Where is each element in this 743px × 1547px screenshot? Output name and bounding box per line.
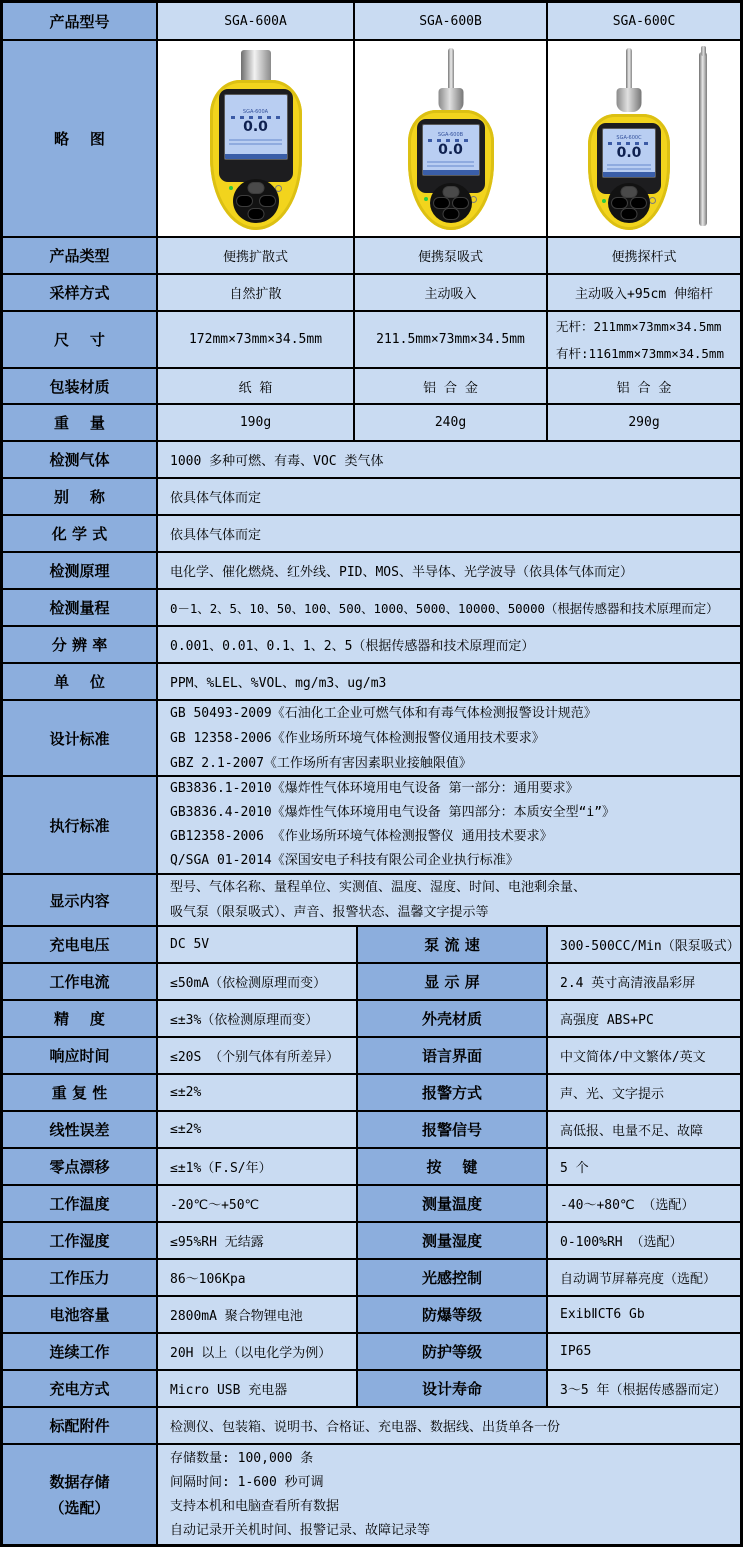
row-value-cell: [548, 1075, 740, 1112]
row-label: 工作湿度: [49, 1232, 110, 1250]
row-value: ≤20S （个别气体有所差异）: [170, 1050, 340, 1065]
row-label-cell: [3, 312, 158, 369]
row-value-cell: [158, 1223, 358, 1260]
row-value: 中文简体/中文繁体/英文: [560, 1050, 706, 1065]
row-label: 防护等级: [421, 1343, 482, 1361]
row-label-cell: [3, 1075, 158, 1112]
row-label-cell: [358, 1186, 548, 1223]
row-label: 工作压力: [49, 1269, 110, 1287]
row-label-cell: [3, 442, 158, 479]
device-a-illustration: [208, 48, 304, 230]
row-label-cell: [358, 1223, 548, 1260]
device-screen: [224, 94, 288, 161]
row-value-cell: [158, 442, 740, 479]
row-label: 单 位: [54, 673, 105, 691]
resolution-row: [3, 627, 740, 664]
screen-footer-bar: [225, 154, 287, 159]
row-value: 5 个: [560, 1161, 589, 1176]
row-label: 重 量: [54, 414, 105, 432]
row-value-cell: [548, 927, 740, 964]
pump-probe-base-icon: [617, 88, 642, 112]
row-value: 依具体气体而定: [170, 528, 262, 543]
row-value-cell: [158, 627, 740, 664]
row-value-cell: [158, 1075, 358, 1112]
value-b: 主动吸入: [424, 287, 477, 302]
status-led-icon: [602, 199, 606, 203]
status-led-icon: [424, 197, 428, 201]
display-content-line: 吸气泵（限泵吸式）、声音、报警状态、温馨文字提示等: [170, 905, 489, 920]
row-value: ≤95%RH 无结露: [170, 1235, 264, 1250]
storage-line: 自动记录开关机时间、报警记录、故障记录等: [170, 1522, 431, 1538]
value-c-cell: [548, 275, 740, 312]
row-value-cell: [158, 1297, 358, 1334]
model-c-cell: [548, 3, 740, 41]
row-label: 光感控制: [421, 1269, 482, 1287]
sketch-b-cell: [355, 41, 548, 238]
executive-standard-row: [3, 777, 740, 875]
row-label: 尺 寸: [54, 331, 105, 349]
dual-row-working-temperature: [3, 1186, 740, 1223]
row-label: 检测气体: [49, 451, 110, 469]
value-a-cell: [158, 238, 355, 275]
row-label-cell: [3, 777, 158, 875]
row-value-cell: [548, 1112, 740, 1149]
row-value: ExibⅡCT6 Gb: [560, 1307, 645, 1322]
row-label: 外壳材质: [421, 1010, 482, 1028]
value-a: 自然扩散: [229, 287, 282, 302]
row-label-cell: [3, 1149, 158, 1186]
row-label-cell: [358, 1001, 548, 1038]
row-value-cell: [158, 553, 740, 590]
status-led-icon: [229, 186, 233, 190]
model-c-name: SGA-600C: [612, 13, 676, 29]
row-value: 0.001、0.01、0.1、1、2、5（根据传感器和技术原理而定）: [170, 639, 535, 654]
dual-row-charging-method: [3, 1371, 740, 1408]
row-label-cell: [3, 627, 158, 664]
row-value: 声、光、文字提示: [560, 1087, 665, 1102]
row-label: 显 示 屏: [424, 973, 480, 991]
row-label-cell: [3, 964, 158, 1001]
row-label: 采样方式: [49, 284, 110, 302]
value-c-cell: [548, 405, 740, 442]
product-type-row: [3, 238, 740, 275]
pump-probe-icon: [626, 48, 632, 92]
row-label: 充电电压: [49, 936, 110, 954]
keypad: [608, 183, 650, 223]
model-b-cell: [355, 3, 548, 41]
row-label: 检测量程: [49, 599, 110, 617]
row-label-cell: [3, 479, 158, 516]
row-value-cell: [158, 1112, 358, 1149]
dual-row-repeatability: [3, 1075, 740, 1112]
row-label: 设计寿命: [421, 1380, 482, 1398]
row-label: 防爆等级: [421, 1306, 482, 1324]
detection-principle-row: [3, 553, 740, 590]
value-b-cell: [355, 369, 548, 405]
row-value-cell: [158, 664, 740, 701]
row-label: 报警信号: [421, 1121, 482, 1139]
row-value-cell: [548, 1001, 740, 1038]
sketch-row: [3, 41, 740, 238]
storage-line: 间隔时间: 1-600 秒可调: [170, 1474, 324, 1490]
row-label: 响应时间: [49, 1047, 110, 1065]
screen-model-text: SGA-600C: [616, 134, 642, 141]
keypad-up-button: [247, 182, 264, 194]
row-value: 检测仪、包装箱、说明书、合格证、充电器、数据线、出货单各一份: [170, 1420, 561, 1435]
row-value: 1000 多种可燃、有毒、VOC 类气体: [170, 454, 384, 469]
screen-model-text: SGA-600B: [437, 131, 464, 138]
row-label-cell: [358, 1112, 548, 1149]
model-b-name: SGA-600B: [419, 13, 482, 29]
row-value: PPM、%LEL、%VOL、mg/m3、ug/m3: [170, 676, 387, 691]
row-label-cell: [3, 1260, 158, 1297]
value-a-cell: [158, 405, 355, 442]
telescopic-rod-tip: [701, 46, 706, 56]
standard-line: Q/SGA 01-2014《深国安电子科技有限公司企业执行标准》: [170, 853, 519, 868]
row-value-cell: [548, 1038, 740, 1075]
row-value: 依具体气体而定: [170, 491, 262, 506]
row-value-cell: [158, 875, 740, 927]
row-value: ≤50mA（依检测原理而变）: [170, 976, 327, 991]
row-label-cell: [3, 1186, 158, 1223]
data-storage-row: [3, 1445, 740, 1544]
row-label-cell: [3, 275, 158, 312]
row-value: 300-500CC/Min（限泵吸式）: [560, 939, 740, 954]
row-label: 重 复 性: [51, 1084, 108, 1102]
row-label-optional: （选配）: [49, 1498, 110, 1517]
row-label-cell: [3, 1445, 158, 1544]
row-label-cell: [358, 1260, 548, 1297]
row-label-cell: [358, 1334, 548, 1371]
model-a-cell: [158, 3, 355, 41]
row-value: 0-100%RH （选配）: [560, 1235, 683, 1250]
standard-line: GB 12358-2006《作业场所环境气体检测报警仪通用技术要求》: [170, 730, 545, 746]
row-label-cell: [3, 875, 158, 927]
row-label: 充电方式: [49, 1380, 110, 1398]
screen-info-rows: [229, 138, 281, 145]
row-label-cell: [358, 927, 548, 964]
row-value: DC 5V: [170, 937, 210, 952]
value-a-cell: [158, 369, 355, 405]
model-a-name: SGA-600A: [224, 13, 287, 29]
row-value-cell: [158, 1260, 358, 1297]
value-c: 290g: [628, 415, 660, 430]
dual-row-zero-drift: [3, 1149, 740, 1186]
row-label-cell: [3, 664, 158, 701]
dual-row-working-humidity: [3, 1223, 740, 1260]
screen-footer-bar: [423, 170, 479, 175]
row-label-cell: [358, 1297, 548, 1334]
standard-line: GB12358-2006 《作业场所环境气体检测报警仪 通用技术要求》: [170, 829, 553, 844]
row-value: 20H 以上（以电化学为例）: [170, 1346, 332, 1361]
dual-row-response-time: [3, 1038, 740, 1075]
device-screen: [422, 124, 480, 176]
standard-line: GB3836.1-2010《爆炸性气体环境用电气设备 第一部分：通用要求》: [170, 781, 579, 796]
keypad-right-button: [259, 195, 276, 207]
row-value-cell: [158, 1149, 358, 1186]
screen-reading: 0.0: [438, 141, 463, 158]
row-label: 零点漂移: [49, 1158, 110, 1176]
row-label-cell: [358, 1038, 548, 1075]
row-label-cell: [3, 405, 158, 442]
value-c: 主动吸入+95cm 伸缩杆: [575, 287, 713, 302]
unit-row: [3, 664, 740, 701]
standard-line: GB 50493-2009《石油化工企业可燃气体和有毒气体检测报警设计规范》: [170, 705, 597, 721]
row-label-cell: [3, 590, 158, 627]
row-value-cell: [158, 590, 740, 627]
header-label: 产品型号: [49, 12, 110, 31]
row-label-cell: [358, 964, 548, 1001]
row-value-cell: [158, 479, 740, 516]
row-value-cell: [158, 1186, 358, 1223]
row-value: 高低报、电量不足、故障: [560, 1124, 704, 1139]
dual-row-linearity-error: [3, 1112, 740, 1149]
device-front-panel: [219, 89, 293, 182]
row-value-cell: [158, 927, 358, 964]
dual-row-continuous-working: [3, 1334, 740, 1371]
row-label-cell: [3, 369, 158, 405]
row-label: 报警方式: [421, 1084, 482, 1102]
row-value-cell: [548, 1149, 740, 1186]
row-value-cell: [158, 964, 358, 1001]
dimension-with-rod: 有杆:1161mm×73mm×34.5mm: [556, 345, 724, 361]
alias-row: [3, 479, 740, 516]
row-label: 连续工作: [49, 1343, 110, 1361]
row-label: 电池容量: [49, 1306, 110, 1324]
row-value-cell: [158, 1371, 358, 1408]
row-value-cell: [548, 1334, 740, 1371]
row-label-cell: [3, 1223, 158, 1260]
detection-range-row: [3, 590, 740, 627]
value-b: 240g: [434, 415, 467, 430]
value-a-cell: [158, 312, 355, 369]
keypad: [430, 183, 472, 223]
dual-row-working-current: [3, 964, 740, 1001]
row-label: 语言界面: [421, 1047, 482, 1065]
row-label: 设计标准: [49, 729, 110, 748]
value-c: 铝 合 金: [616, 380, 672, 396]
accessories-row: [3, 1408, 740, 1445]
value-b: 铝 合 金: [423, 380, 478, 396]
weight-row: [3, 405, 740, 442]
sketch-a-cell: [158, 41, 355, 238]
keypad-enter-button: [247, 208, 264, 220]
row-value: 3～5 年（根据传感器而定）: [560, 1383, 727, 1398]
row-value: 0－1、2、5、10、50、100、500、1000、5000、10000、50000（根据传感器和技术原理而定）: [170, 600, 719, 616]
dual-row-battery-capacity: [3, 1297, 740, 1334]
storage-line: 支持本机和电脑查看所有数据: [170, 1498, 340, 1514]
header-row: [3, 3, 740, 41]
screen-model-text: SGA-600A: [242, 109, 269, 116]
keypad-enter-button: [442, 208, 459, 220]
row-label: 测量湿度: [421, 1232, 482, 1250]
sketch-label-cell: [3, 41, 158, 238]
row-label: 别 称: [54, 488, 105, 506]
packaging-material-row: [3, 369, 740, 405]
chemical-formula-row: [3, 516, 740, 553]
row-label-cell: [3, 701, 158, 777]
value-b-cell: [355, 312, 548, 369]
header-label-cell: [3, 3, 158, 41]
row-value-cell: [548, 964, 740, 1001]
row-label: 执行标准: [49, 816, 110, 835]
row-label: 线性误差: [49, 1121, 110, 1139]
row-value-cell: [548, 1223, 740, 1260]
device-screen: [602, 128, 656, 178]
row-value: 电化学、催化燃烧、红外线、PID、MOS、半导体、光学波导（依具体气体而定）: [170, 565, 633, 580]
row-value: 2.4 英寸高清液晶彩屏: [560, 976, 696, 991]
value-a-cell: [158, 275, 355, 312]
sketch-label: 略 图: [54, 130, 105, 148]
value-a: 纸 箱: [238, 380, 273, 396]
row-label-cell: [358, 1075, 548, 1112]
pump-probe-base-icon: [438, 88, 463, 112]
row-value: -20℃～+50℃: [170, 1198, 260, 1213]
row-label: 产品类型: [49, 247, 110, 265]
row-value-cell: [548, 1260, 740, 1297]
keypad-left-button: [236, 195, 253, 207]
row-label: 检测原理: [49, 562, 110, 580]
row-value-cell: [158, 516, 740, 553]
row-label: 测量温度: [421, 1195, 482, 1213]
value-c-cell: [548, 238, 740, 275]
row-value: 高强度 ABS+PC: [560, 1013, 654, 1028]
device-body: [210, 80, 302, 230]
device-b-illustration: [403, 48, 499, 230]
value-c-cell: [548, 312, 740, 369]
value-a: 便携扩散式: [222, 250, 288, 265]
row-label: 泵 流 速: [424, 936, 480, 954]
row-value: 86～106Kpa: [170, 1272, 246, 1287]
sketch-c-cell: [548, 41, 740, 238]
value-c: 便携探杆式: [611, 250, 677, 265]
pump-probe-icon: [448, 48, 454, 92]
display-content-line: 型号、气体名称、量程单位、实测值、温度、湿度、时间、电池剩余量、: [170, 880, 587, 895]
row-value: Micro USB 充电器: [170, 1383, 288, 1398]
design-standard-row: [3, 701, 740, 777]
row-value: 2800mA 聚合物锂电池: [170, 1309, 303, 1324]
value-b: 211.5mm×73mm×34.5mm: [376, 332, 525, 347]
screen-reading: 0.0: [243, 119, 268, 136]
row-label: 化 学 式: [51, 525, 108, 543]
dimension-without-rod: 无杆：211mm×73mm×34.5mm: [556, 318, 722, 334]
row-label-cell: [3, 1371, 158, 1408]
row-label-cell: [3, 553, 158, 590]
row-label: 精 度: [54, 1010, 105, 1028]
row-label: 显示内容: [49, 891, 110, 910]
telescopic-rod-icon: [699, 52, 707, 226]
dual-row-accuracy: [3, 1001, 740, 1038]
screen-footer-bar: [603, 172, 655, 177]
device-body: [588, 114, 670, 230]
row-label-cell: [3, 1001, 158, 1038]
keypad-enter-button: [621, 208, 638, 220]
dual-row-charge-voltage: [3, 927, 740, 964]
sampling-method-row: [3, 275, 740, 312]
row-value-cell: [548, 1186, 740, 1223]
row-label-cell: [3, 1408, 158, 1445]
row-value-cell: [158, 1445, 740, 1544]
row-value: IP65: [560, 1344, 592, 1359]
row-value-cell: [158, 777, 740, 875]
row-value: ≤±2%: [170, 1122, 202, 1137]
row-label: 按 键: [426, 1158, 478, 1176]
row-value: ≤±3%（依检测原理而变）: [170, 1013, 319, 1028]
row-value-cell: [158, 1334, 358, 1371]
row-label: 包装材质: [49, 377, 110, 396]
standard-line: GB3836.4-2010《爆炸性气体环境用电气设备 第四部分：本质安全型“i”》: [170, 805, 616, 820]
detected-gas-row: [3, 442, 740, 479]
row-label-cell: [358, 1149, 548, 1186]
standard-line: GBZ 2.1-2007《工作场所有害因素职业接触限值》: [170, 755, 472, 771]
row-label-cell: [3, 516, 158, 553]
device-c-illustration: [581, 48, 677, 230]
row-value: ≤±2%: [170, 1085, 202, 1100]
row-label-cell: [3, 927, 158, 964]
row-value-cell: [158, 1038, 358, 1075]
value-a: 172mm×73mm×34.5mm: [188, 332, 323, 347]
row-label: 分 辨 率: [51, 636, 108, 654]
screen-info-rows: [427, 160, 474, 167]
value-b-cell: [355, 405, 548, 442]
row-value-cell: [548, 1371, 740, 1408]
screen-info-rows: [607, 163, 651, 170]
row-label: 标配附件: [49, 1417, 110, 1435]
row-label: 工作温度: [49, 1195, 110, 1213]
row-value: -40～+80℃ （选配）: [560, 1198, 695, 1213]
row-value-cell: [158, 1408, 740, 1445]
row-label: 工作电流: [49, 973, 110, 991]
device-body: [408, 110, 494, 230]
row-value: ≤±1%（F.S/年）: [170, 1161, 272, 1176]
row-label: 数据存储: [49, 1472, 110, 1491]
row-label-cell: [3, 1038, 158, 1075]
dual-row-working-pressure: [3, 1260, 740, 1297]
screen-reading: 0.0: [616, 144, 642, 161]
sensor-cap-icon: [241, 50, 271, 84]
display-content-row: [3, 875, 740, 927]
row-label-cell: [3, 1334, 158, 1371]
value-a: 190g: [239, 415, 272, 430]
value-c-cell: [548, 369, 740, 405]
value-b-cell: [355, 275, 548, 312]
value-b: 便携泵吸式: [417, 250, 483, 265]
row-label-cell: [3, 1297, 158, 1334]
row-label-cell: [3, 1112, 158, 1149]
row-value-cell: [158, 1001, 358, 1038]
keypad: [233, 179, 279, 223]
row-label-cell: [3, 238, 158, 275]
row-value: 自动调节屏幕亮度（选配）: [560, 1272, 717, 1287]
row-value-cell: [548, 1297, 740, 1334]
storage-line: 存储数量: 100,000 条: [170, 1450, 314, 1466]
value-b-cell: [355, 238, 548, 275]
dimensions-row: [3, 312, 740, 369]
row-label-cell: [358, 1371, 548, 1408]
row-value-cell: [158, 701, 740, 777]
